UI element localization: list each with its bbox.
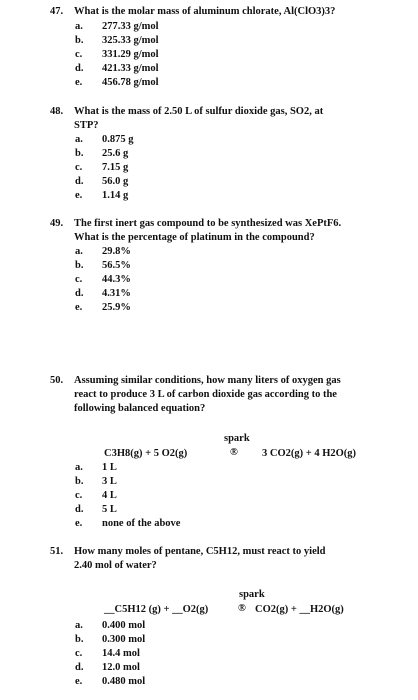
option-c <box>75 48 159 61</box>
spark-label: spark <box>224 433 250 444</box>
option-text: 1.14 g <box>102 190 129 201</box>
question-number: 49. <box>50 218 64 229</box>
option-b <box>75 259 131 272</box>
option-e <box>75 675 145 688</box>
option-d <box>75 661 140 674</box>
option-a <box>75 619 145 632</box>
question-text: What is the mass of 2.50 L of sulfur dioxide gas, SO2, at <box>74 106 324 117</box>
option-b <box>75 34 159 47</box>
option-c <box>75 273 131 286</box>
option-c <box>75 647 140 660</box>
question-number: 51. <box>50 546 64 557</box>
question-text: How many moles of pentane, C5H12, must react to yield <box>74 546 326 557</box>
option-letter: a. <box>75 21 83 32</box>
option-a <box>75 20 159 33</box>
option-text: 56.0 g <box>102 176 129 187</box>
option-d <box>75 503 117 516</box>
option-letter: d. <box>75 504 84 515</box>
option-letter: c. <box>75 274 83 285</box>
option-a <box>75 133 134 146</box>
option-letter: a. <box>75 620 83 631</box>
spark-label: spark <box>239 589 265 600</box>
option-letter: b. <box>75 148 84 159</box>
question-text-line2: react to produce 3 L of carbon dioxide gas according to the <box>74 389 337 400</box>
option-d <box>75 287 131 300</box>
option-text: 29.8% <box>102 246 131 257</box>
option-text: 12.0 mol <box>102 662 140 673</box>
option-b <box>75 147 128 160</box>
option-text: 5 L <box>102 504 117 515</box>
option-letter: c. <box>75 490 83 501</box>
question-text-line3: following balanced equation? <box>74 403 206 414</box>
option-text: 56.5% <box>102 260 131 271</box>
option-letter: b. <box>75 35 84 46</box>
option-letter: d. <box>75 662 84 673</box>
option-letter: e. <box>75 302 83 313</box>
option-text: 0.400 mol <box>102 620 146 631</box>
option-c <box>75 161 128 174</box>
option-letter: d. <box>75 288 84 299</box>
option-letter: a. <box>75 462 83 473</box>
option-text: 7.15 g <box>102 162 129 173</box>
option-e <box>75 76 159 89</box>
option-letter: a. <box>75 134 83 145</box>
question-text: What is the molar mass of aluminum chlorate, Al(ClO3)3? <box>74 6 336 17</box>
reaction-arrow-symbol: ® <box>230 447 238 458</box>
option-letter: b. <box>75 476 84 487</box>
option-letter: e. <box>75 518 83 529</box>
option-text: 456.78 g/mol <box>102 77 159 88</box>
equation-reactants: __C5H12 (g) + __O2(g) <box>104 604 209 615</box>
option-b <box>75 633 145 646</box>
option-text: 0.480 mol <box>102 676 146 687</box>
option-text: 25.9% <box>102 302 131 313</box>
option-e <box>75 517 180 530</box>
option-text: 14.4 mol <box>102 648 140 659</box>
question-text-line2: What is the percentage of platinum in the compound? <box>74 232 315 243</box>
option-e <box>75 301 131 314</box>
equation-products: 3 CO2(g) + 4 H2O(g) <box>262 448 357 459</box>
option-text: none of the above <box>102 518 181 529</box>
option-letter: c. <box>75 49 83 60</box>
option-letter: d. <box>75 63 84 74</box>
option-e <box>75 189 128 202</box>
equation-reactants: C3H8(g) + 5 O2(g) <box>104 448 188 459</box>
option-letter: d. <box>75 176 84 187</box>
option-letter: b. <box>75 260 84 271</box>
option-letter: c. <box>75 648 83 659</box>
question-text: Assuming similar conditions, how many liters of oxygen gas <box>74 375 341 386</box>
option-text: 44.3% <box>102 274 131 285</box>
option-text: 0.300 mol <box>102 634 146 645</box>
option-text: 277.33 g/mol <box>102 21 159 32</box>
option-text: 421.33 g/mol <box>102 63 159 74</box>
option-letter: a. <box>75 246 83 257</box>
option-letter: c. <box>75 162 83 173</box>
option-letter: b. <box>75 634 84 645</box>
question-text-line2: 2.40 mol of water? <box>74 560 157 571</box>
option-text: 4.31% <box>102 288 131 299</box>
question-text-line2: STP? <box>74 120 99 131</box>
option-c <box>75 489 117 502</box>
option-letter: e. <box>75 77 83 88</box>
question-number: 50. <box>50 375 64 386</box>
option-text: 25.6 g <box>102 148 129 159</box>
option-a <box>75 461 117 474</box>
option-b <box>75 475 117 488</box>
reaction-arrow-symbol: ® <box>238 603 246 614</box>
option-d <box>75 62 159 75</box>
option-text: 331.29 g/mol <box>102 49 159 60</box>
option-text: 4 L <box>102 490 117 501</box>
option-text: 1 L <box>102 462 117 473</box>
option-letter: e. <box>75 676 83 687</box>
question-text: The first inert gas compound to be synthesized was XePtF6. <box>74 218 342 229</box>
equation-products: CO2(g) + __H2O(g) <box>255 604 344 615</box>
option-text: 325.33 g/mol <box>102 35 159 46</box>
option-text: 0.875 g <box>102 134 134 145</box>
question-number: 47. <box>50 6 64 17</box>
option-text: 3 L <box>102 476 117 487</box>
option-letter: e. <box>75 190 83 201</box>
option-d <box>75 175 128 188</box>
option-a <box>75 245 131 258</box>
question-number: 48. <box>50 106 64 117</box>
